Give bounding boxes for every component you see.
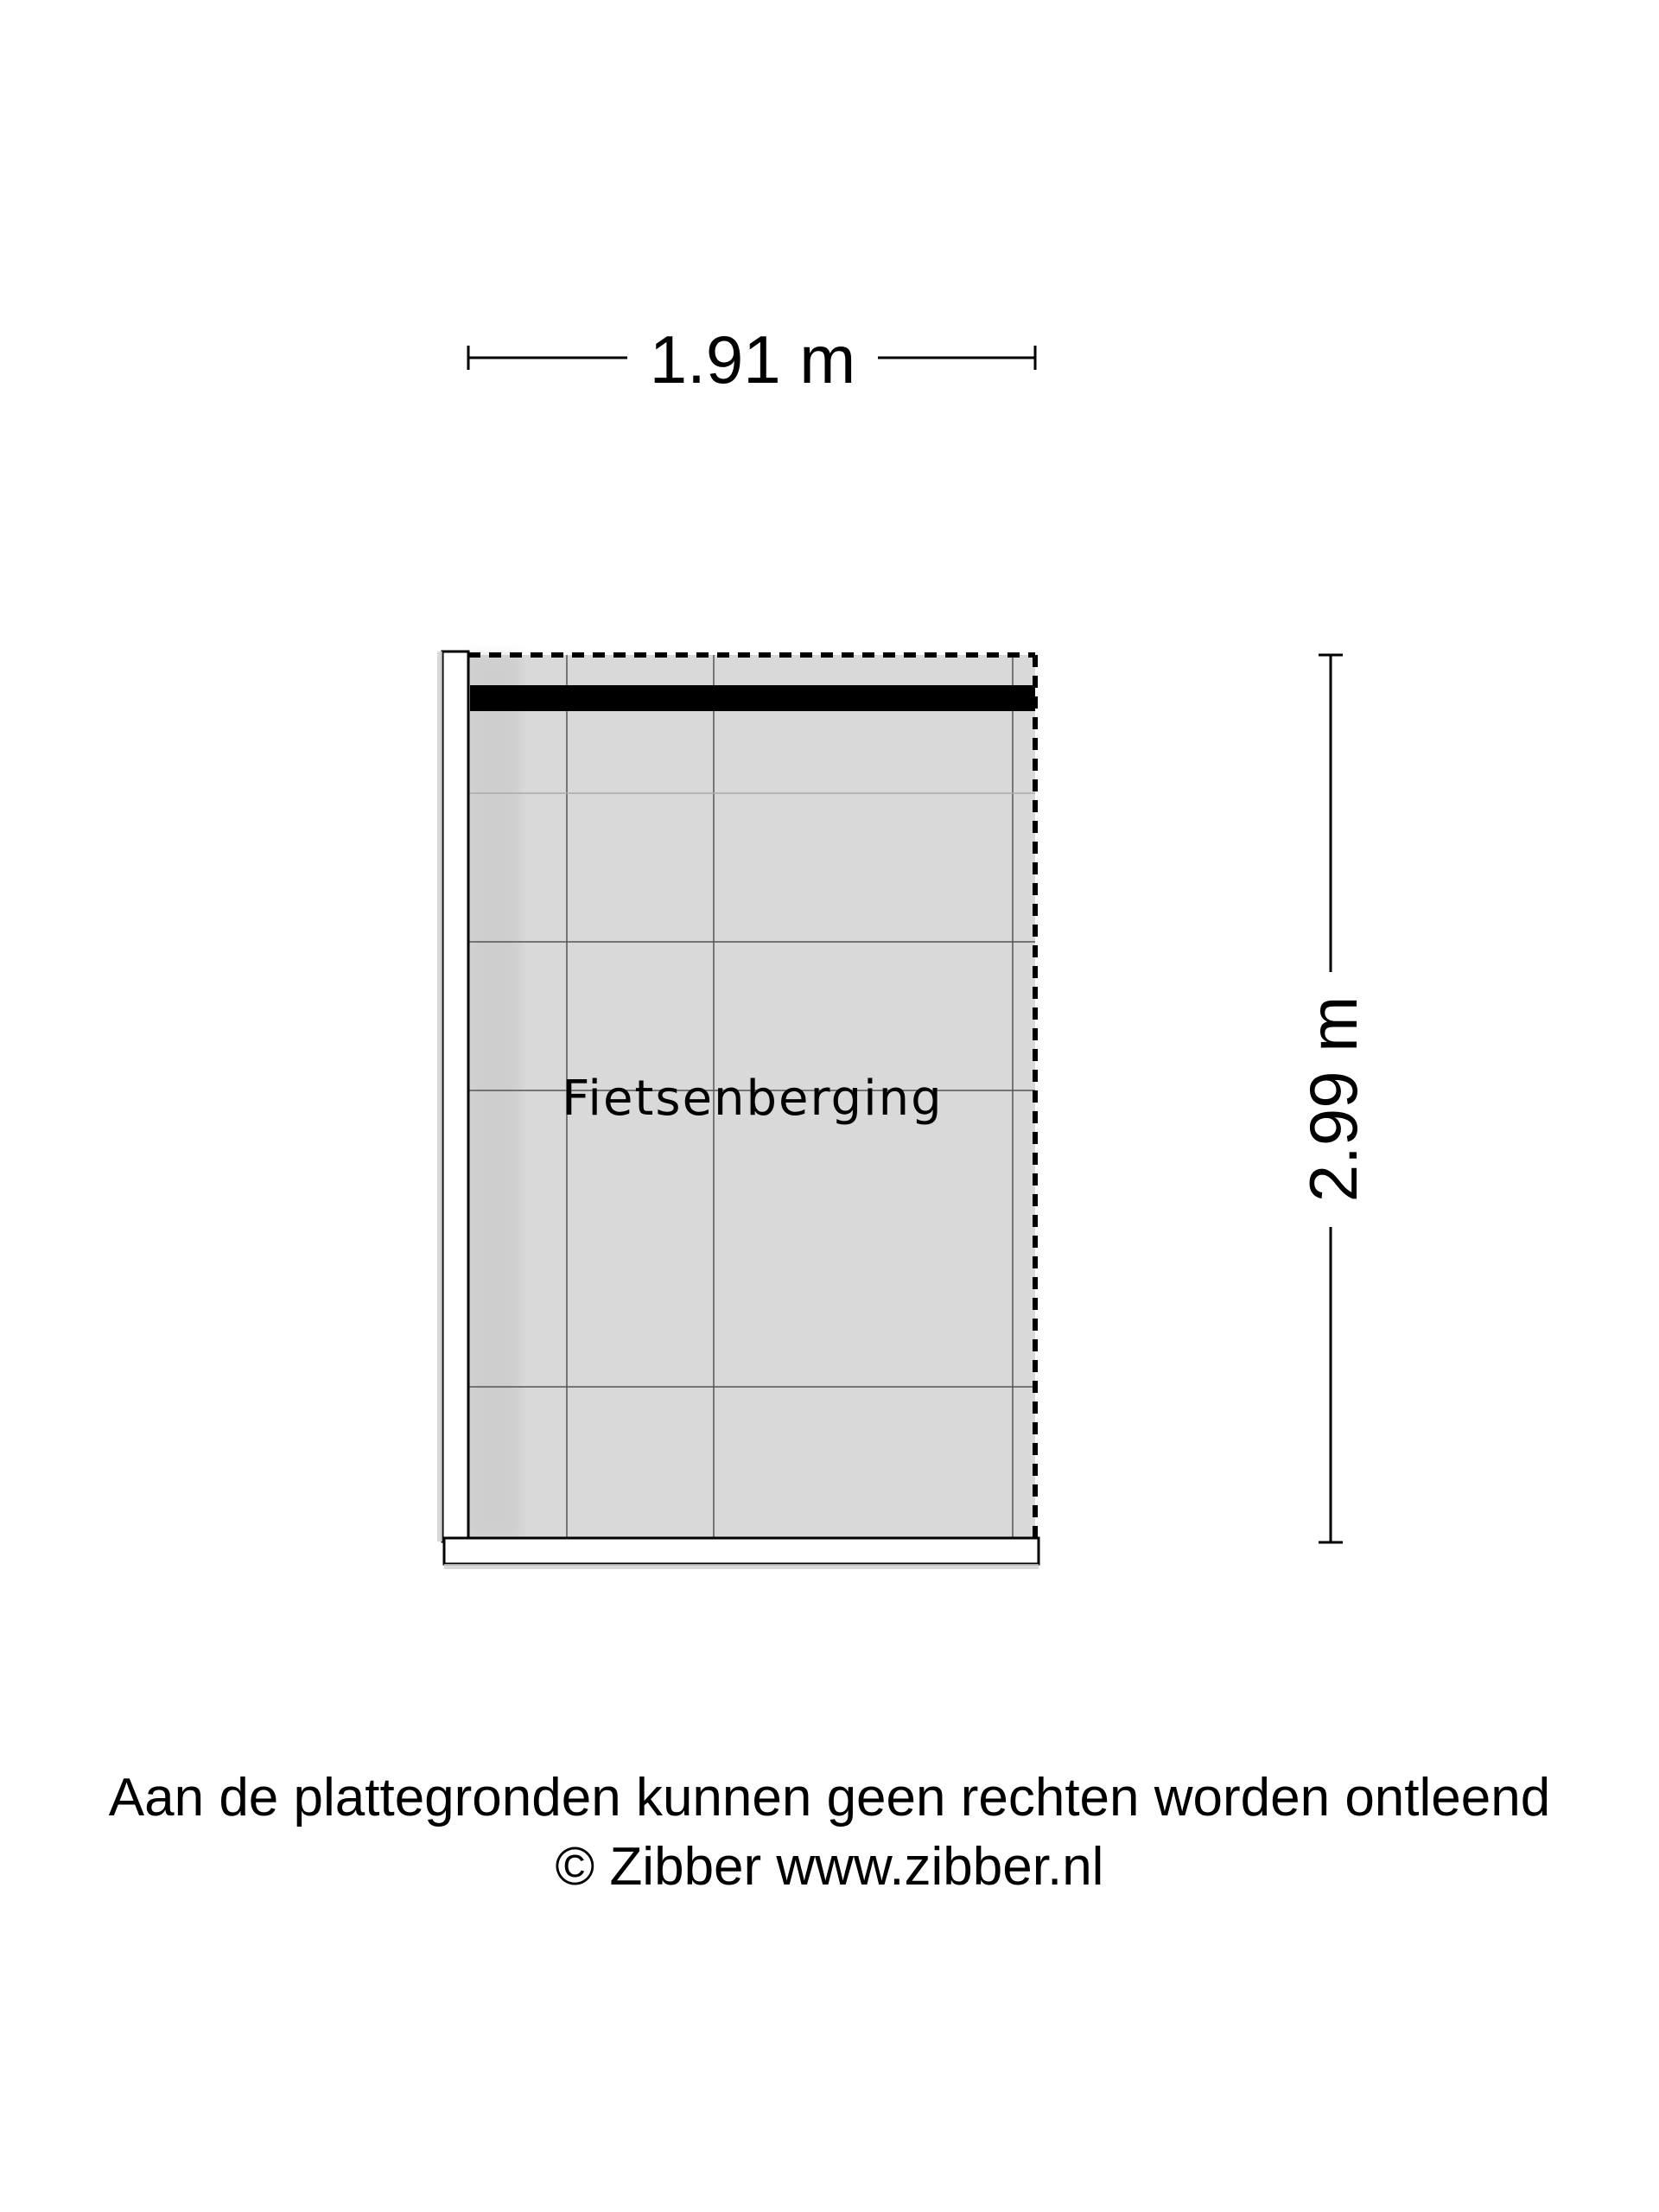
width-dimension [468,321,1035,397]
height-dimension [1295,655,1371,1542]
bottom-wall [444,1538,1039,1569]
room-name-label: Fietsenberging [562,1071,944,1127]
disclaimer-text: Aan de plattegronden kunnen geen rechten worden ontleend [108,1768,1551,1827]
width-label: 1.91 m [649,321,856,397]
copyright-text: © Zibber www.zibber.nl [555,1837,1104,1897]
height-label: 2.99 m [1295,995,1371,1203]
left-wall [437,652,468,1541]
top-wall [470,685,1035,711]
